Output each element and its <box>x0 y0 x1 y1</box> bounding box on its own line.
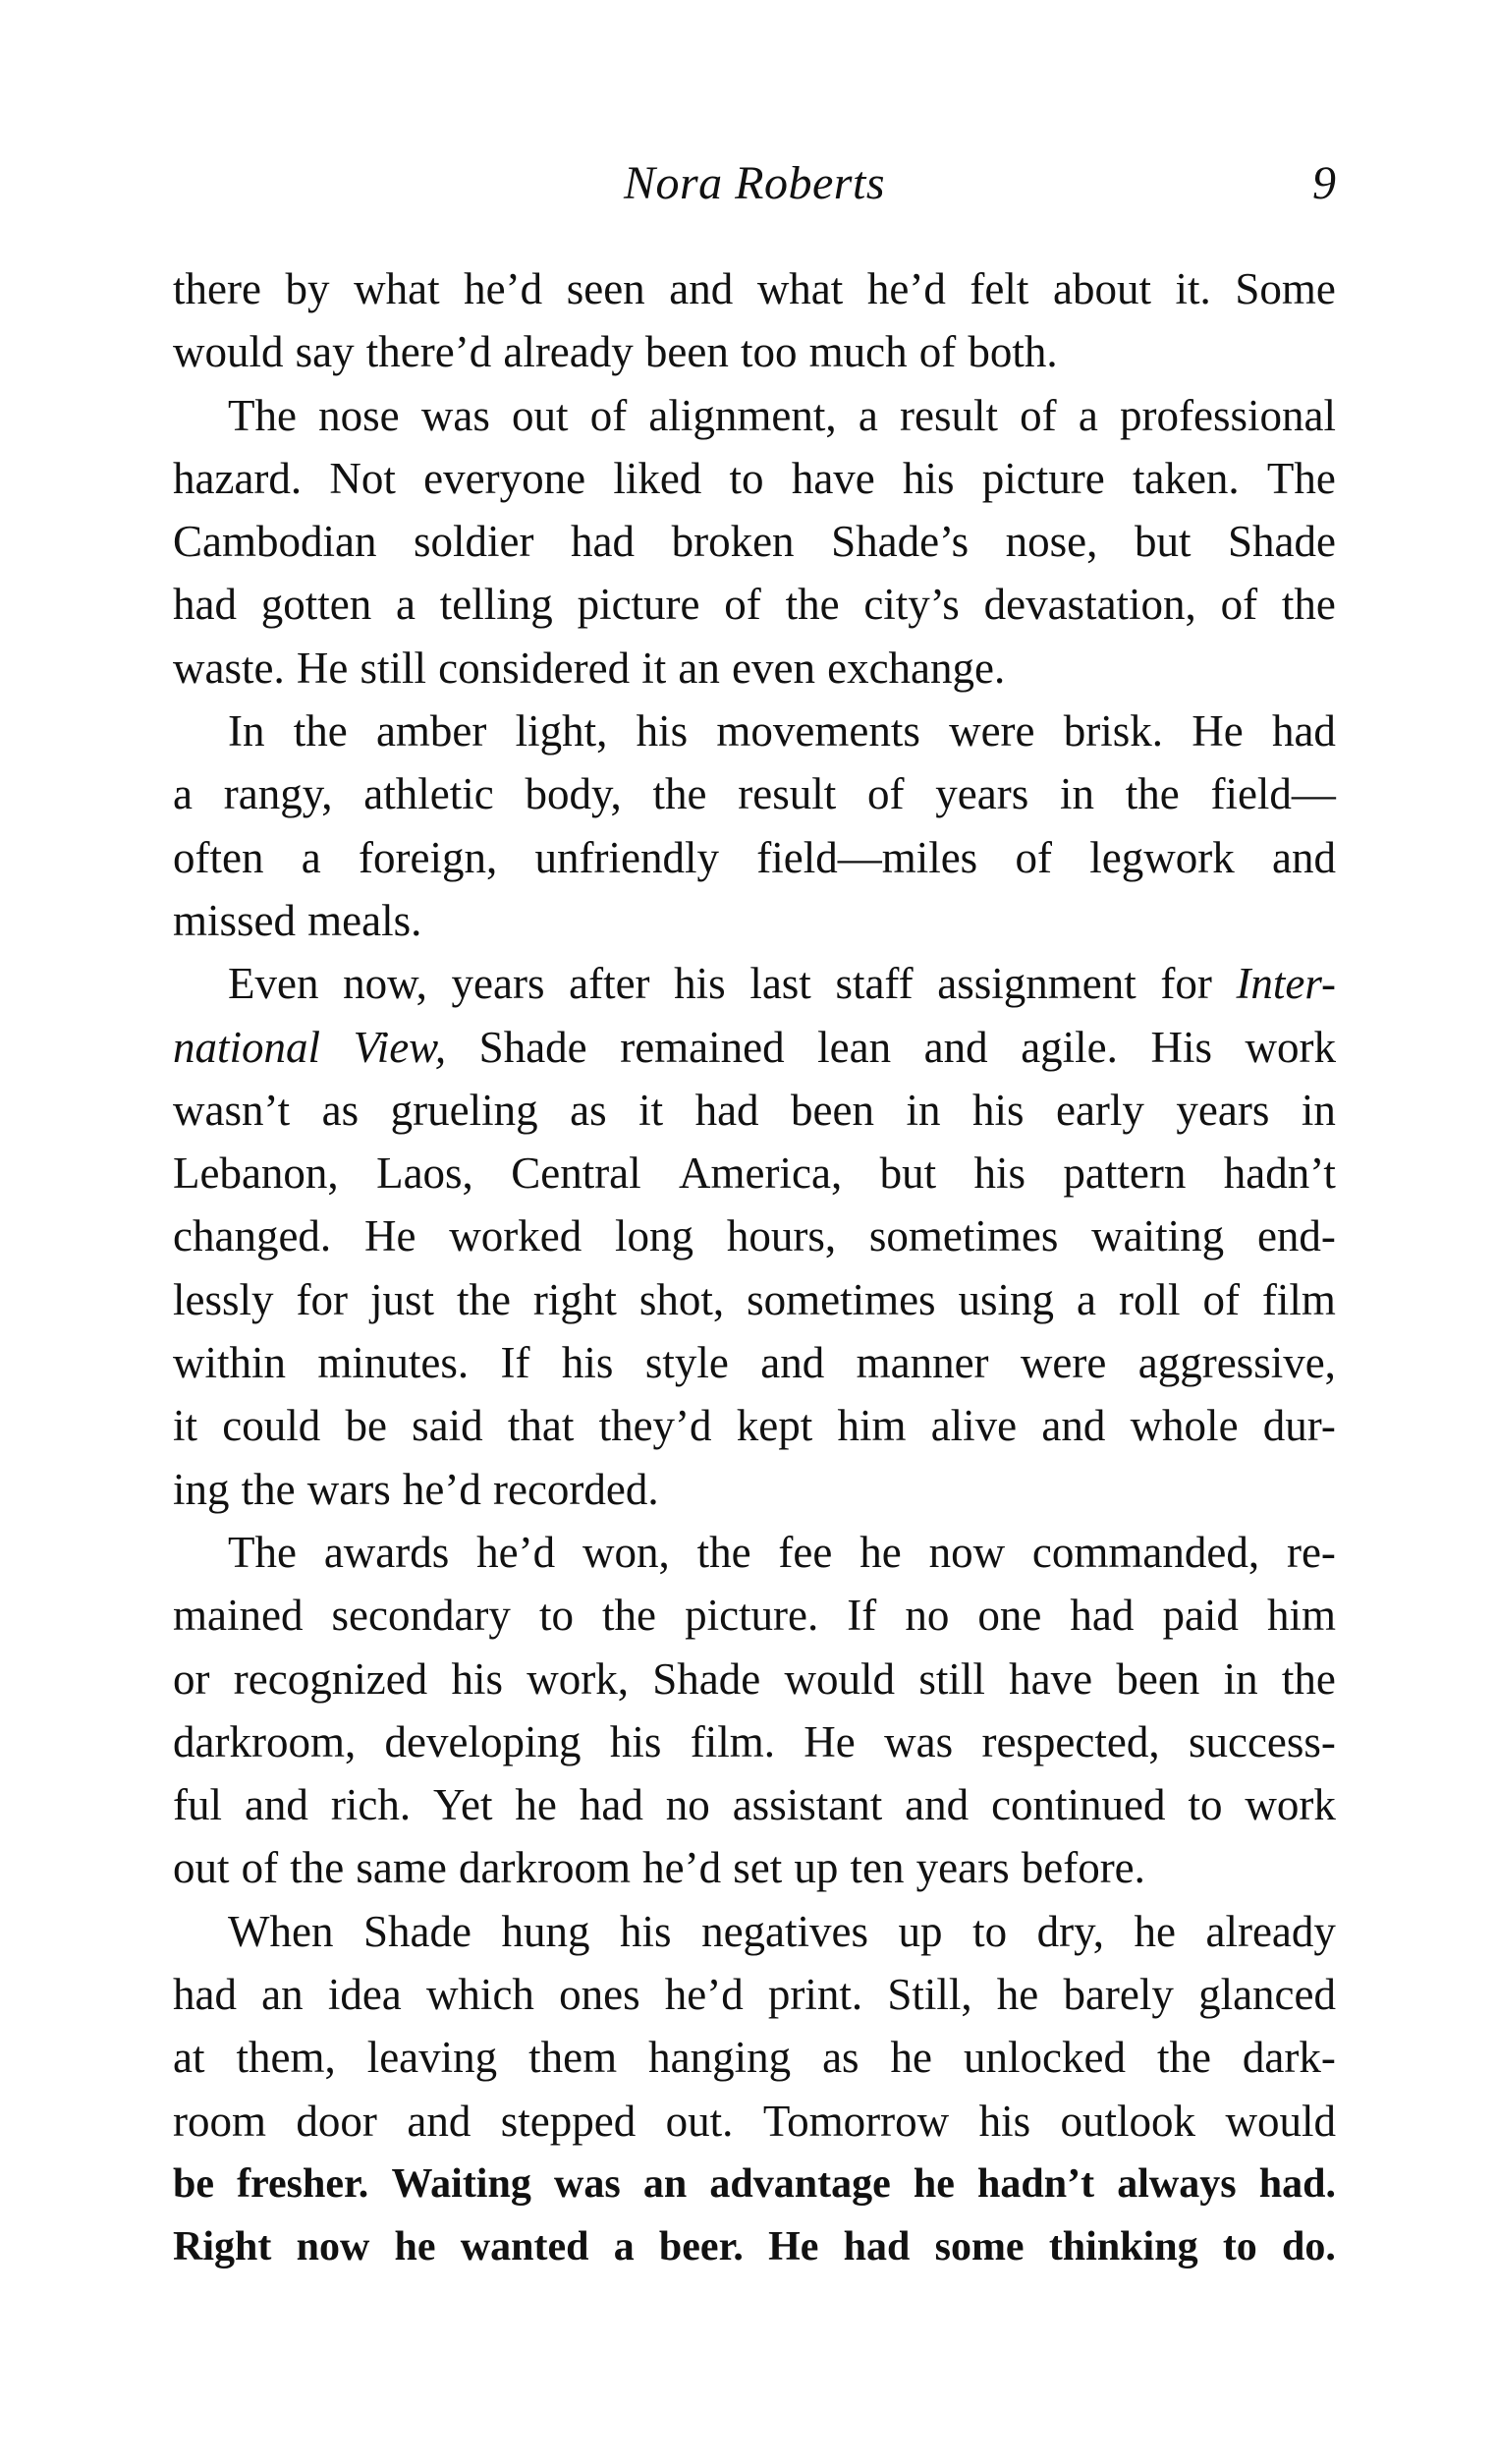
text-line: there by what he’d seen and what he’d felt about it. Some <box>173 264 1336 313</box>
text-line: lessly for just the right shot, sometimes using a roll of film <box>173 1274 1336 1324</box>
text-line: hazard. Not everyone liked to have his picture taken. The <box>173 453 1336 503</box>
text-line: Right now he wanted a beer. He had some thinking to do. <box>173 2224 1336 2270</box>
text-line: room door and stepped out. Tomorrow his outlook would <box>173 2096 1336 2146</box>
text-line: it could be said that they’d kept him alive and whole dur- <box>173 1401 1336 1451</box>
text-line: Even now, years after his last staff assignment for Inter- <box>228 959 1336 1009</box>
text-line: a rangy, athletic body, the result of years in the field— <box>173 769 1336 819</box>
text-line: When Shade hung his negatives up to dry, he already <box>228 1906 1336 1956</box>
text-line: within minutes. If his style and manner were aggressive, <box>173 1338 1336 1388</box>
text-line: ing the wars he’d recorded. <box>173 1464 659 1514</box>
text-line: The nose was out of alignment, a result of a professional <box>228 390 1336 440</box>
text-line: missed meals. <box>173 895 422 945</box>
text-line: The awards he’d won, the fee he now commanded, re- <box>228 1527 1336 1577</box>
text-line: Lebanon, Laos, Central America, but his pattern hadn’t <box>173 1148 1336 1199</box>
text-line: at them, leaving them hanging as he unlocked the dark- <box>173 2033 1336 2083</box>
text-line: often a foreign, unfriendly field—miles of legwork and <box>173 832 1336 882</box>
text-line: mained secondary to the picture. If no one had paid him <box>173 1591 1336 1641</box>
text-line: had an idea which ones he’d print. Still, he barely glanced <box>173 1970 1336 2020</box>
text-line: darkroom, developing his film. He was respected, success- <box>173 1716 1336 1766</box>
text-line: or recognized his work, Shade would still have been in the <box>173 1653 1336 1704</box>
body-text <box>173 257 1336 2279</box>
text-line: out of the same darkroom he’d set up ten years before. <box>173 1843 1145 1893</box>
page-number: 9 <box>1312 157 1336 209</box>
running-header-author: Nora Roberts <box>623 157 885 209</box>
text-line: wasn’t as grueling as it had been in his early years in <box>173 1085 1336 1135</box>
text-line: had gotten a telling picture of the city’s devastation, of the <box>173 580 1336 630</box>
text-line: ful and rich. Yet he had no assistant and continued to work <box>173 1780 1336 1830</box>
text-line: In the amber light, his movements were brisk. He had <box>228 706 1336 756</box>
text-line: would say there’d already been too much of both. <box>173 327 1058 377</box>
running-header <box>173 149 1336 218</box>
text-line: national View, Shade remained lean and agile. His work <box>173 1022 1336 1072</box>
text-line: changed. He worked long hours, sometimes waiting end- <box>173 1211 1336 1261</box>
text-line: Cambodian soldier had broken Shade’s nose, but Shade <box>173 517 1336 567</box>
text-line: be fresher. Waiting was an advantage he hadn’t always had. <box>173 2160 1336 2207</box>
text-line: waste. He still considered it an even exchange. <box>173 643 1006 693</box>
